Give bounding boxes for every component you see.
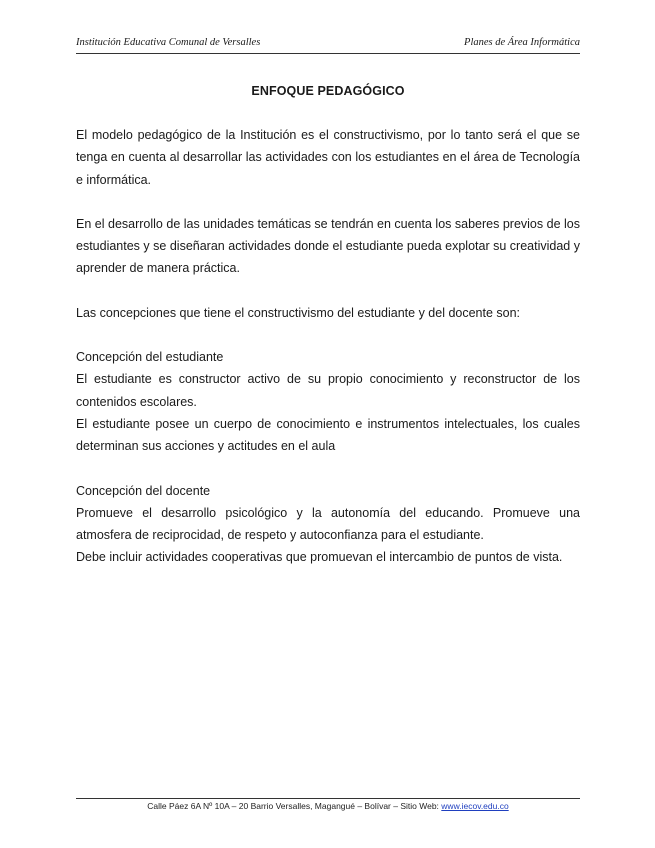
header-institution: Institución Educativa Comunal de Versalles [76,37,261,48]
teacher-text-1: Promueve el desarrollo psicológico y la autonomía del educando. Promueve una atmosfera de reciprocidad, de respeto y autoconfianza para el estudiante. [76,505,580,543]
header-plan-title: Planes de Área Informática [464,37,580,48]
teacher-text-2: Debe incluir actividades cooperativas que promuevan el intercambio de puntos de vista. [76,550,563,565]
paragraph-thematic-units: En el desarrollo de las unidades temáticas se tendrán en cuenta los saberes previos de los estudiantes y se diseñaran actividades donde el estudiante pueda explotar su creatividad y aprender de manera práctica. [76,216,580,276]
student-text-2: El estudiante posee un cuerpo de conocimiento e instrumentos intelectuales, los cuales determinan sus acciones y actitudes en el aula [76,416,580,454]
document-body [76,124,580,569]
page-footer [76,801,580,811]
paragraph-constructivism: El modelo pedagógico de la Institución es el constructivismo, por lo tanto será el que se tenga en cuenta al desarrollar las actividades con los estudiantes en el área de Tecnología e informática. [76,128,580,187]
document-title: ENFOQUE PEDAGÓGICO [251,84,405,98]
footer-address: Calle Páez 6A Nº 10A – 20 Barrio Versalles, Magangué – Bolívar – Sitio Web: [147,801,442,811]
student-text-1: El estudiante es constructor activo de su propio conocimiento y reconstructor de los contenidos escolares. [76,372,580,409]
page-header [76,37,580,54]
footer-divider [76,798,580,799]
paragraph-concepts-intro: Las concepciones que tiene el constructivismo del estudiante y del docente son: [76,305,521,320]
student-heading: Concepción del estudiante [76,350,224,365]
teacher-heading: Concepción del docente [76,483,211,498]
footer-website-link[interactable]: www.iecov.edu.co [441,801,509,811]
